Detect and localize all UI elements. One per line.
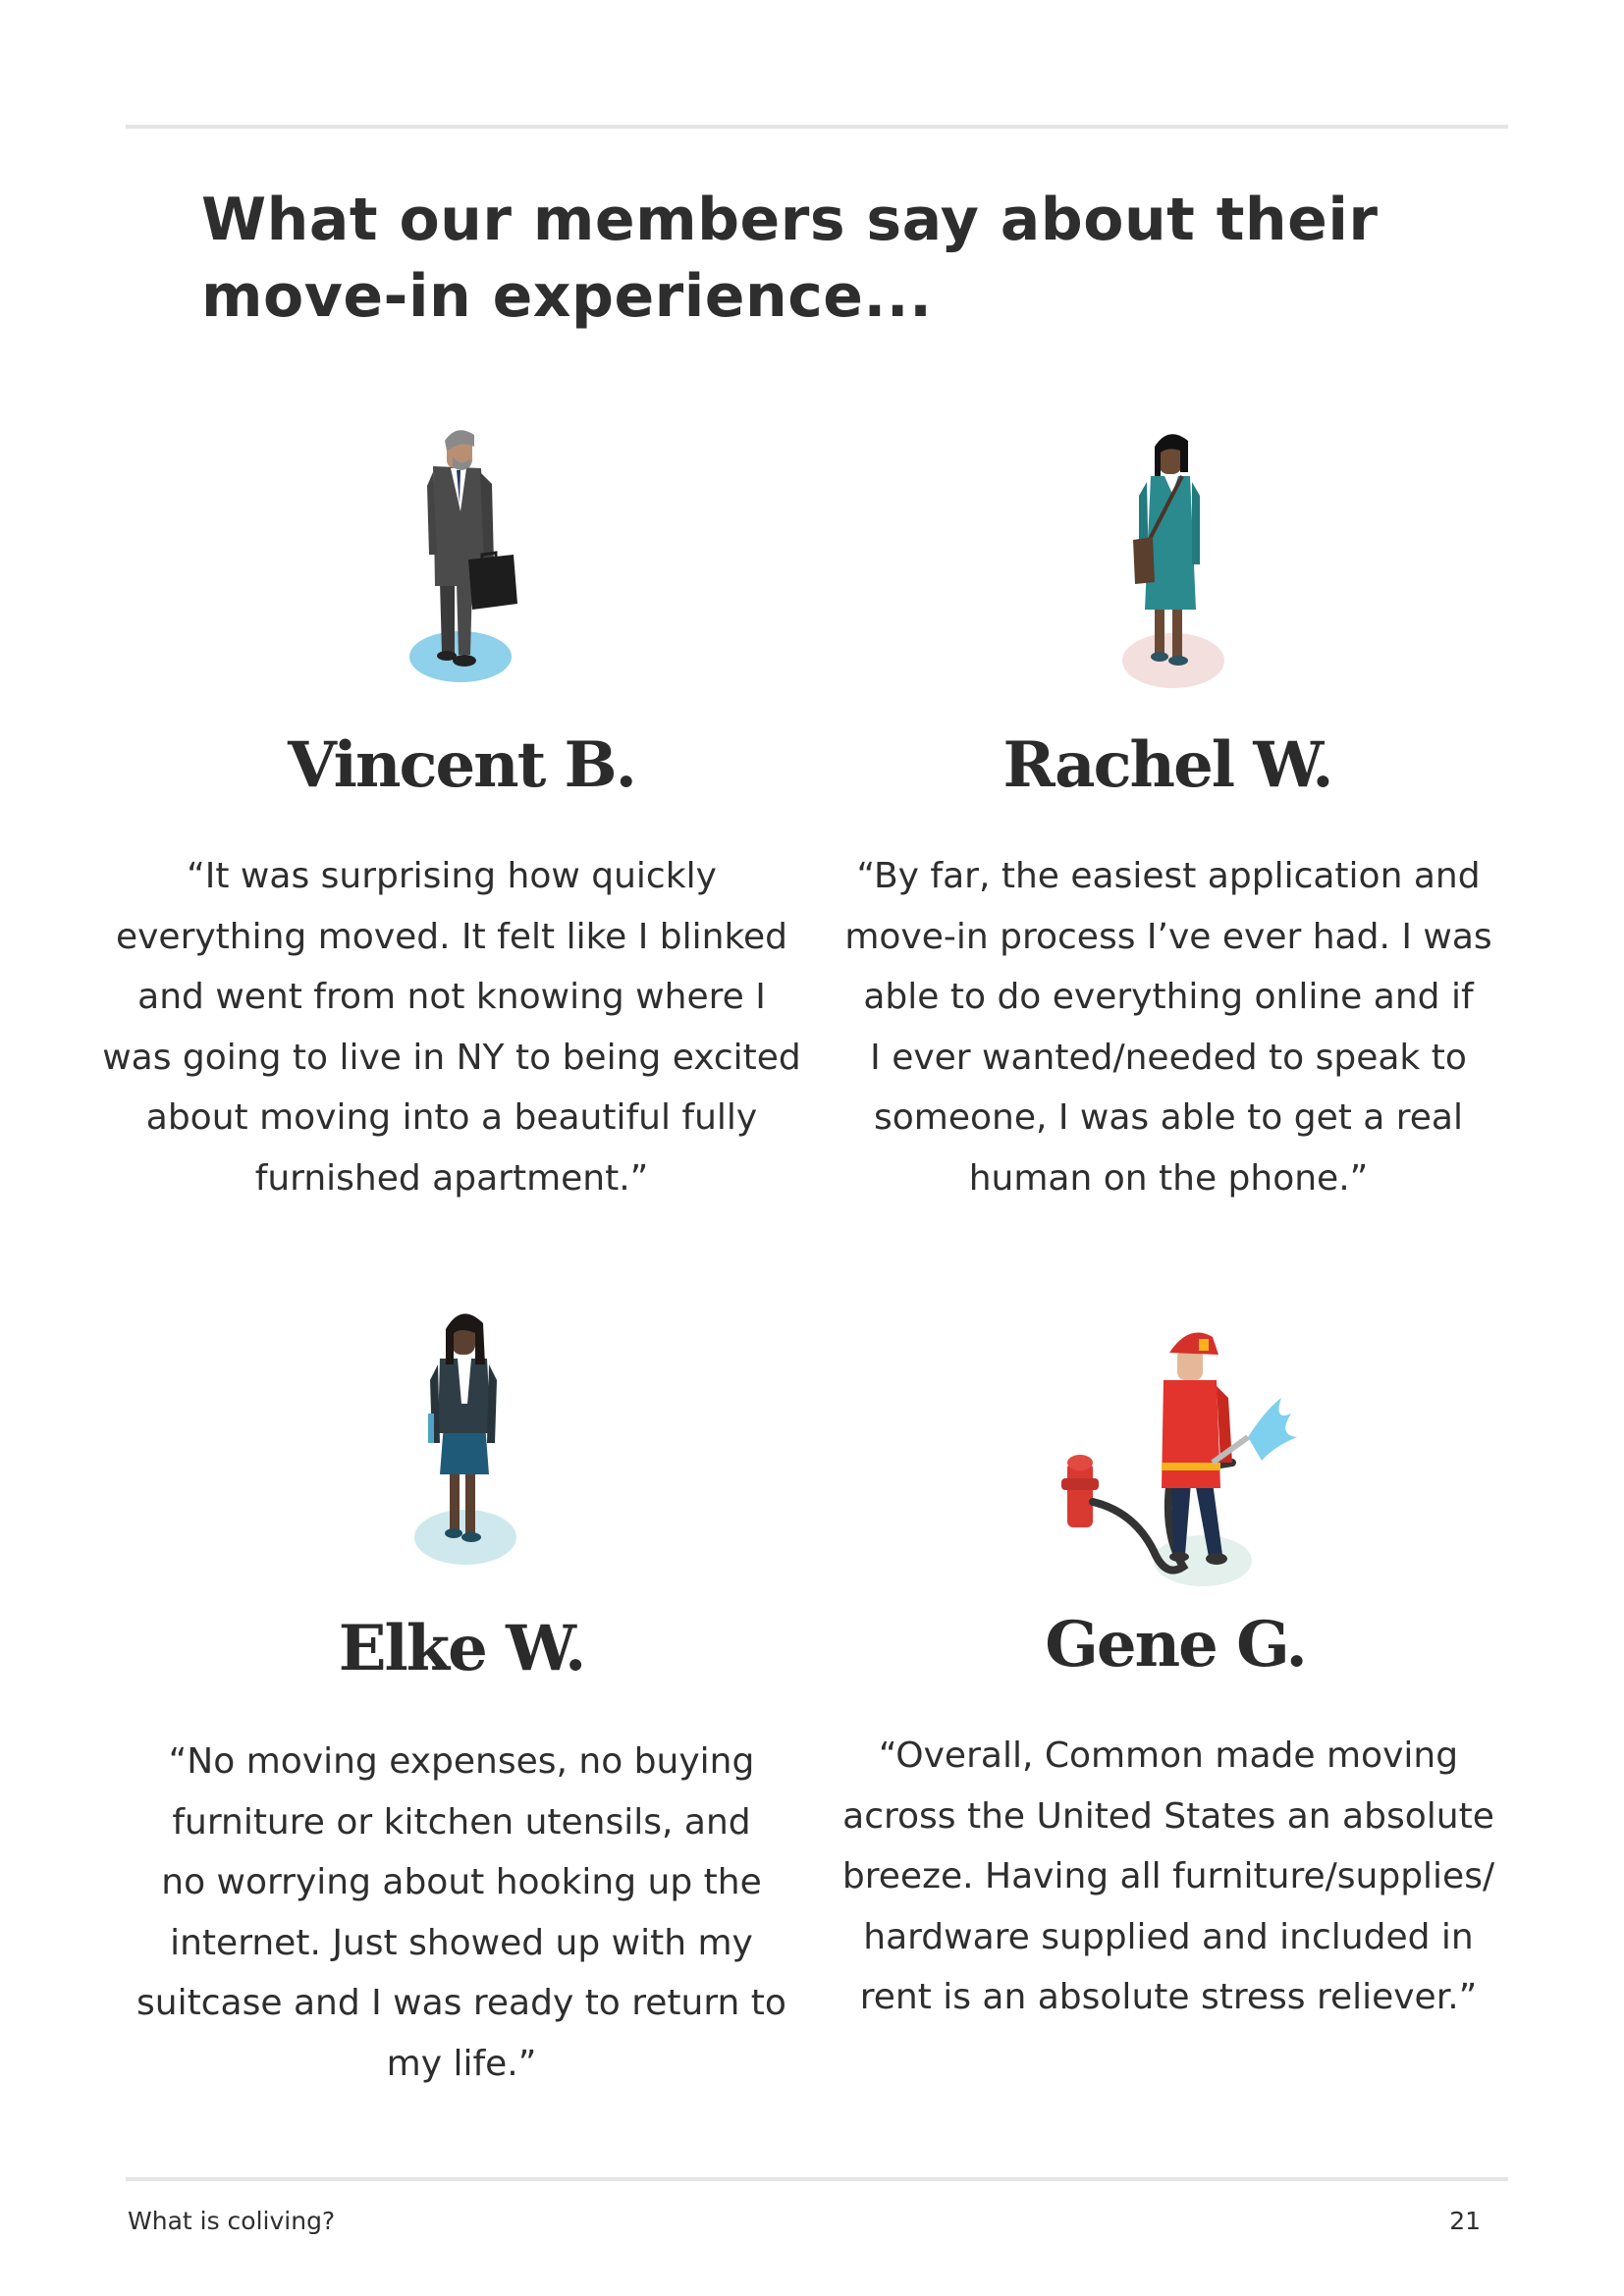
testimonial-quote-elke: [108, 1732, 815, 2095]
quote-line: about moving into a beautiful fully: [145, 1097, 758, 1139]
quote-line: everything moved. It felt like I blinked: [115, 916, 788, 957]
quote-line: able to do everything online and if: [863, 977, 1474, 1018]
quote-line: my life.”: [386, 2043, 537, 2084]
quote-line: I ever wanted/needed to speak to: [870, 1037, 1467, 1078]
quote-line: “Overall, Common made moving: [878, 1735, 1459, 1776]
testimonial-quote-rachel: [815, 846, 1522, 1209]
quote-line: move-in process I’ve ever had. I was: [844, 916, 1492, 957]
quote-line: human on the phone.”: [968, 1157, 1369, 1199]
page-number: 21: [1449, 2207, 1481, 2235]
quote-line: hardware supplied and included in: [863, 1916, 1474, 1957]
quote-line: no worrying about hooking up the: [161, 1862, 762, 1903]
quote-line: someone, I was able to get a real: [873, 1097, 1463, 1139]
top-divider: [126, 125, 1508, 129]
testimonial-name-elke: Elke W.: [338, 1612, 585, 1685]
quote-line: furnished apartment.”: [254, 1157, 649, 1199]
quote-line: suitcase and I was ready to return to: [136, 1983, 786, 2024]
bottom-divider: [126, 2177, 1508, 2181]
quote-line: “It was surprising how quickly: [187, 856, 717, 896]
testimonial-name-rachel: Rachel W.: [1002, 728, 1332, 802]
quote-line: and went from not knowing where I: [137, 977, 766, 1018]
testimonial-name-vincent: Vincent B.: [288, 728, 635, 802]
quote-line: across the United States an absolute: [842, 1795, 1494, 1837]
firefighter-with-hose-icon: [1056, 1315, 1311, 1590]
businessman-with-briefcase-icon: [398, 417, 535, 692]
woman-in-blazer-icon: [403, 1296, 540, 1571]
quote-line: breeze. Having all furniture/supplies/: [841, 1856, 1495, 1897]
quote-line: was going to live in NY to being excited: [102, 1037, 801, 1078]
footer-section-title: What is coliving?: [128, 2207, 336, 2235]
testimonial-quote-gene: [815, 1726, 1522, 2028]
woman-with-shoulder-bag-icon: [1110, 417, 1247, 692]
quote-line: “No moving expenses, no buying: [168, 1741, 755, 1782]
quote-line: rent is an absolute stress reliever.”: [859, 1977, 1478, 2018]
quote-line: furniture or kitchen utensils, and: [172, 1801, 751, 1842]
quote-line: internet. Just showed up with my: [170, 1922, 753, 1963]
testimonial-quote-vincent: [98, 846, 805, 1209]
heading-line-2: move-in experience...: [201, 262, 933, 331]
page-heading: [201, 182, 1380, 335]
quote-line: “By far, the easiest application and: [856, 856, 1481, 896]
heading-line-1: What our members say about their: [201, 186, 1379, 254]
testimonial-name-gene: Gene G.: [1045, 1608, 1306, 1682]
